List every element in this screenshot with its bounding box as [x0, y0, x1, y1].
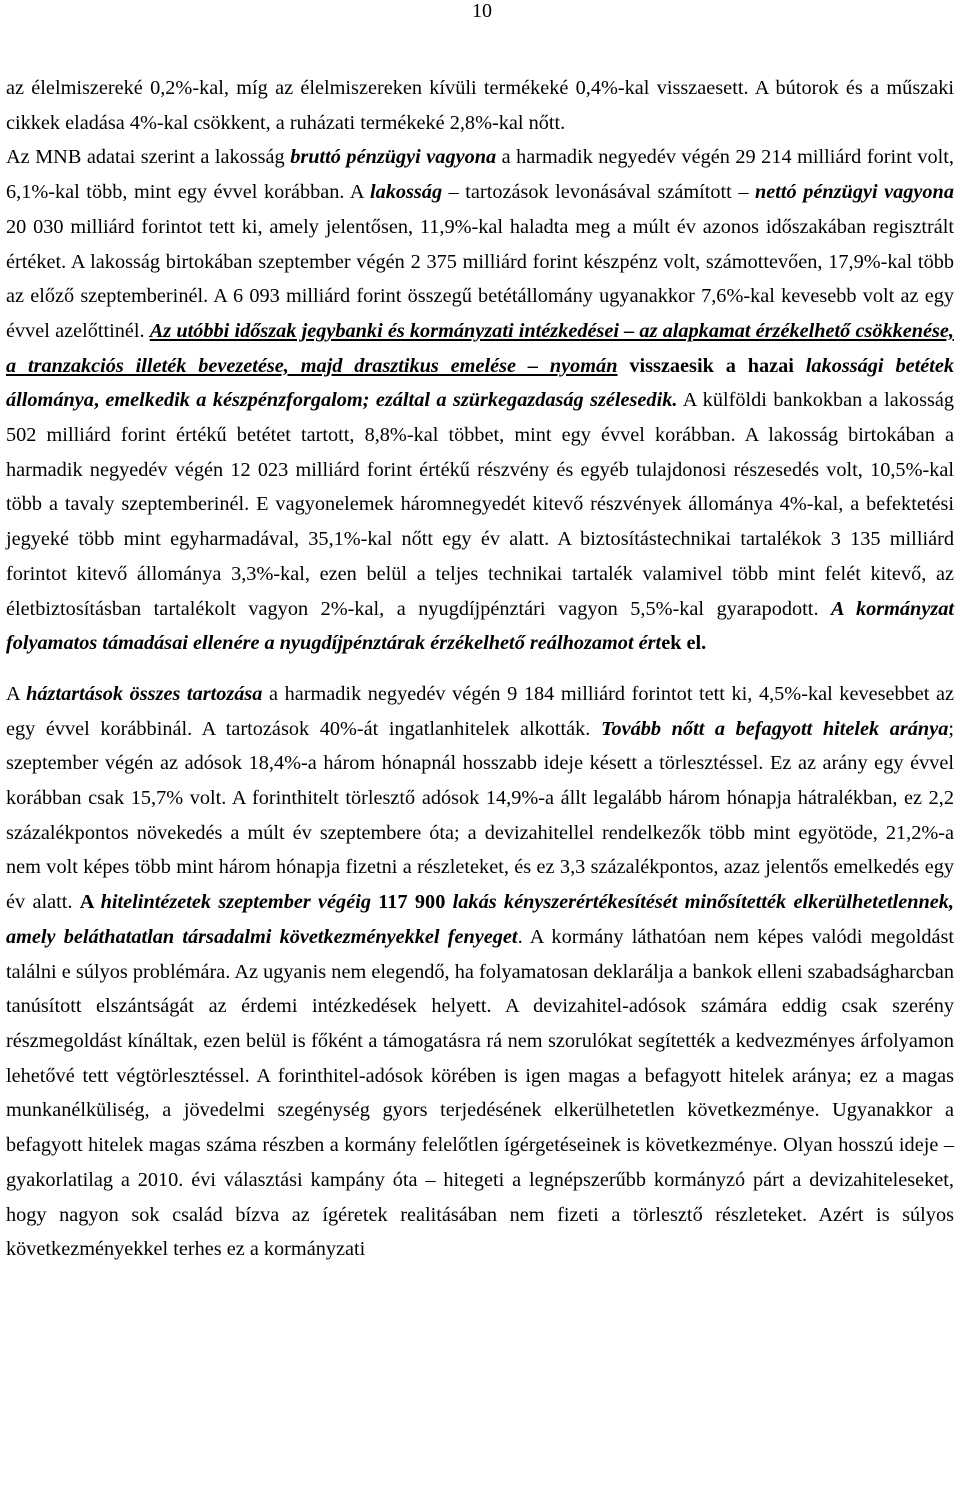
page-number: 10 — [472, 0, 492, 22]
bold-span — [884, 355, 896, 377]
text-span: 20 030 milliárd forintot tett ki, amely jelentősen, 11,9%-kal haladta meg a múlt év azonos időszakában regisztrált értéket. A lakosság birtokában szeptember végén 2 375 milliárd forint készpénz volt, számottevően, 17,9%-kal több az előző szeptemberinél. A 6 093 milliárd forint összegű betétállomány ugyanakkor 7,6%-kal kevesebb volt az egy évvel azelőttinél. — [6, 215, 954, 342]
text-span: ; szeptember végén az adósok 18,4%-a három hónapnál hosszabb ideje késett a törlesztéssel. Ez az arány egy évvel korábban csak 15,7% volt. A forinthitelt törlesztő adósok 14,9%-a állt legalább három hónapja hátralékban, ez 2,2 százalékpontos növekedés a múlt év szeptembere óta; a devizahitellel rendelkezők több mint egyötöde, 21,2%-a nem volt képes több mint három hónapja fizetni a részleteket, és ez 3,3 százalékpontos, azaz jelentős emelkedés egy év alatt. — [6, 717, 954, 914]
text-span: A külföldi bankokban a lakosság 502 milliárd forint értékű betétet tartott, 8,8%-kal többet, mint egy évvel korábban. A lakosság birtokában a harmadik negyedév végén 12 023 milliárd forint értékű részvény és egyéb tulajdonosi részesedés volt, 10,5%-kal több a tavaly szeptemberinél. E vagyonelemek háromnegyedét kitevő részvények állománya 4%-kal, a befektetési jegyeké több mint egyharmadával, 35,1%-kal nőtt egy év alatt. A biztosítástechnikai tartalékok 3 135 milliárd forintot kitevő állománya 3,3%-kal, ezen belül a teljes technikai tartalék valamivel több mint felét kitevő, az életbiztosításban tartalékolt vagyon 2%-kal, a nyugdíjpénztári vagyon 5,5%-kal gyarapodott. — [6, 389, 955, 620]
emphasis-gross-wealth: bruttó pénzügyi vagyona — [290, 146, 497, 169]
document-body — [6, 71, 954, 1267]
bold-span: 117 900 — [370, 891, 453, 914]
emphasis-deposit-stock: betétek állománya — [6, 354, 954, 412]
bold-span: visszaesik a hazai — [617, 354, 806, 377]
bold-span: , — [93, 389, 106, 412]
emphasis-pension-funds: A kormányzat folyamatos támadásai ellenére a nyugdíjpénztárak érzékelhető reálhozamot ért — [6, 597, 954, 655]
text-span: az élelmiszereké 0,2%-kal, míg az élelmiszereken kívüli termékeké 0,4%-kal visszaesett. A bútorok és a műszaki cikkek eladása 4%-kal csökkent, a ruházati termékeké 2,8%-kal nőtt. — [6, 77, 954, 134]
text-span: a harmadik negyedév végén 29 214 milliárd forint volt, 6,1%-kal több, mint egy évvel korábban. A — [6, 146, 954, 204]
emphasis-policy-measures: Az utóbbi időszak jegybanki és kormányzati intézkedései – az alapkamat érzékelhető csökkenése, a tranzakciós illeték bevezetése, majd drasztikus emelése – nyomán — [6, 319, 955, 377]
emphasis-cash-circulation: emelkedik a készpénzforgalom; ezáltal a szürkegazdaság szélesedik. — [105, 389, 678, 412]
text-span: . A kormány láthatóan nem képes valódi megoldást találni e súlyos problémára. Az ugyanis nem elegendő, ha folyamatosan deklarálja a bankok elleni szabadságharcban tanúsított elszántságát az érdemi intézkedések helyett. A devizahitel-adósok számára eddig csak szerény részmegoldást kínáltak, ezen belül is főként a támogatásra rá nem szorulókat segítették a kedvezményes árfolyamon lehetővé tett végtörlesztéssel. A forinthitel-adósok körében is igen magas a befagyott hitelek aránya; ez a magas munkanélküliség, a jövedelmi szegénység gyors terjedésének elkerülhetetlen következménye. Ugyanakkor a befagyott hitelek magas száma részben a kormány felelőtlen ígérgetéseinek is következménye. Olyan hosszú ideje – gyakorlatilag a 2010. évi választási kampány óta – hitegeti a legnépszerűbb kormányzó párt a devizahiteleseket, hogy nagyon sok család bízva az ígéretek realitásában nem fizeti a törlesztő részleteket. Azért is súlyos következményekkel terhes ez a kormányzati — [6, 925, 954, 1261]
text-span: a harmadik negyedév végén 9 184 milliárd forintot tett ki, 4,5%-kal kevesebbet az egy évvel korábbinál. A tartozások 40%-át ingatlanhitelek alkották. — [6, 682, 954, 740]
emphasis-household: lakossági — [805, 354, 884, 377]
bold-span: A — [79, 891, 101, 914]
text-span: Az MNB adatai szerint a lakosság — [6, 146, 291, 169]
paragraph-household-wealth — [6, 140, 954, 661]
paragraph-spacer — [6, 661, 954, 677]
text-span: – tartozások levonásával számított – — [442, 181, 755, 204]
emphasis-total-debt: háztartások összes tartozása — [26, 682, 263, 705]
emphasis-credit-institutions: hitelintézetek szeptember végéig — [100, 891, 371, 914]
emphasis-forced-sales: lakás kényszerértékesítését minősítették elkerülhetetlennek, amely beláthatatlan társadalmi következményekkel fenyeget — [6, 891, 954, 948]
emphasis-net-wealth: nettó pénzügyi vagyona — [755, 181, 954, 204]
paragraph-retail-sales — [6, 71, 954, 140]
bold-span: ek el. — [661, 632, 707, 655]
emphasis-frozen-loans: Tovább nőtt a befagyott hitelek aránya — [600, 717, 949, 740]
emphasis-population: lakosság — [369, 181, 443, 204]
text-span: A — [6, 682, 27, 705]
paragraph-household-debt — [6, 677, 954, 1267]
